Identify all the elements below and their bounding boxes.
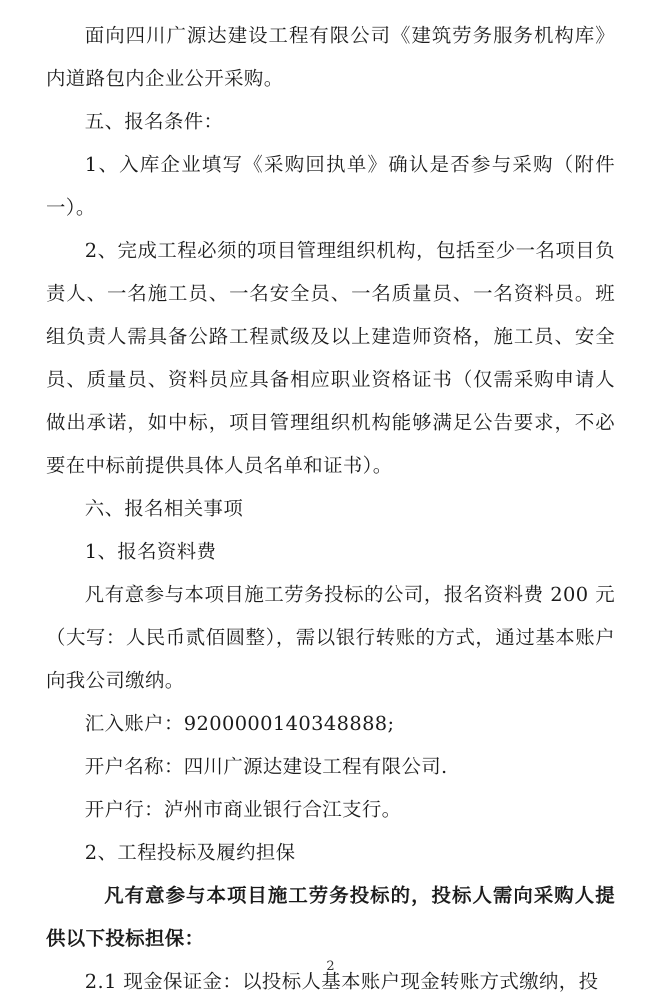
paragraph-registration-fee-detail: 凡有意参与本项目施工劳务投标的公司，报名资料费 200 元（大写：人民币贰佰圆整），需以银行转账的方式，通过基本账户向我公司缴纳。 [46,583,615,692]
paragraph-cash-deposit: 2.1 现金保证金：以投标人基本账户现金转账方式缴纳，投 [84,970,599,993]
paragraph-section-five-heading: 五、报名条件： [84,110,224,133]
paragraph-guarantee-bold: 凡有意参与本项目施工劳务投标的，投标人需向采购人提供以下投标担保： [46,884,615,950]
paragraph: 面向四川广源达建设工程有限公司《建筑劳务服务机构库》内道路包内企业公开采购。 [46,24,615,90]
page-number: 2 [326,959,335,974]
paragraph-bank-branch: 开户行：泸州市商业银行合江支行。 [84,798,402,821]
paragraph-item-registration-fee-heading: 1、报名资料费 [84,540,217,563]
document-body [46,14,615,1003]
paragraph-item-1: 1、入库企业填写《采购回执单》确认是否参与采购（附件一）。 [46,153,615,219]
paragraph-item-guarantee-heading: 2、工程投标及履约担保 [84,841,296,864]
paragraph-item-2: 2、完成工程必须的项目管理组织机构，包括至少一名项目负责人、一名施工员、一名安全员、一名质量员、一名资料员。班组负责人需具备公路工程贰级及以上建造师资格，施工员、安全员、质量员、资料员应具备相应职业资格证书（仅需采购申请人做出承诺，如中标，项目管理组织机构能够满足公告要求，不必要在中标前提供具体人员名单和证书）。 [46,239,615,477]
paragraph-bank-account-number: 汇入账户：9200000140348888; [84,712,395,735]
paragraph-bank-account-name: 开户名称：四川广源达建设工程有限公司. [84,755,448,778]
paragraph-section-six-heading: 六、报名相关事项 [84,497,244,520]
